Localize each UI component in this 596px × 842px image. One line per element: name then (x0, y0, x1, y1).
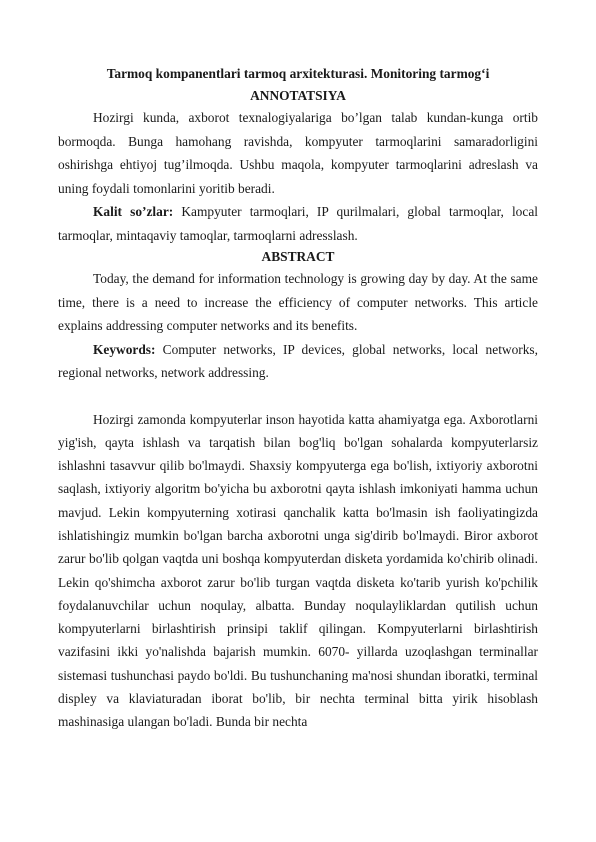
annotation-heading: ANNOTATSIYA (250, 88, 346, 103)
abstract-keywords-label: Keywords: (93, 341, 156, 357)
annotation-keywords-label: Kalit so’zlar: (93, 204, 174, 219)
annotation-keywords (58, 200, 538, 247)
document-page (58, 64, 538, 734)
annotation-keywords-text: Kampyuter tarmoqlari, IP qurilmalari, global tarmoqlar, local tarmoqlar, mintaqaviy tamoqlar, tarmoqlarni adresslash. (58, 204, 538, 243)
body-text (58, 408, 538, 734)
abstract-keywords (58, 338, 538, 385)
abstract-paragraph: Today, the demand for information technology is growing day by day. At the same time, there is a need to increase the efficiency of computer networks. This article explains addressing computer networks and its benefits. (58, 271, 538, 333)
abstract-heading: ABSTRACT (261, 249, 335, 264)
annotation-paragraph: Hozirgi kunda, axborot texnalogiyalariga bo’lgan talab kundan-kunga ortib bormoqda. Bunga hamohang ravishda, kompyuter tarmoqlarini samaradorligini oshirishga ehtiyoj tug’ilmoqda. Ushbu maqola, kompyuter tarmoqlarini adreslash va uning foydali tomonlarini yoritib beradi. (58, 110, 538, 196)
body-paragraph: Hozirgi zamonda kompyuterlar inson hayotida katta ahamiyatga ega. Axborotlarni yig'ish, qayta ishlash va tarqatish bilan bog'liq bo'lgan sohalarda kompyuterlarsiz ishlashni tasavvur qilib bo'lmaydi. Shaxsiy kompyuterga ega bo'lish, ixtiyoriy axborotni saqlash, ixtiyoriy algoritm bo'yicha bu axborotni qayta ishlash imkoniyati hamma uchun mavjud. Lekin kompyuterning xotirasi qanchalik katta bo'lmasin ish faoliyatingizda ishlatishingiz mumkin bo'lgan barcha axborotni unga sig'dirib bo'lmaydi. Biror axborot zarur bo'lib qolgan vaqtda uni boshqa kompyuterdan disketa yordamida ko'chirib olinadi. Lekin qo'shimcha axborot zarur bo'lib turgan vaqtda disketa ko'tarib yurish ko'pchilik foydalanuvchilar uchun noqulay, albatta. Bunday noqulayliklardan qutilish uchun kompyuterlarni birlashtirish prinsipi taklif qilingan. Kompyuterlarni birlashtirish vazifasini ikki yo'nalishda bajarish mumkin. 6070- yillarda uzoqlashgan terminallar sistemasi tushunchasi paydo bo'ldi. Bu tushunchaning ma'nosi shundan iboratki, terminal displey va klaviaturadan iborat bo'lib, bir nechta terminal bitta yirik hisoblash mashinasiga ulangan bo'ladi. Bunda bir nechta (58, 411, 538, 730)
abstract-keywords-text: Computer networks, IP devices, global networks, local networks, regional networks, network addressing. (58, 341, 538, 380)
document-title: Tarmoq kompanentlari tarmoq arxitekturasi. Monitoring tarmog‘i (106, 66, 490, 81)
section-spacer (58, 385, 538, 408)
